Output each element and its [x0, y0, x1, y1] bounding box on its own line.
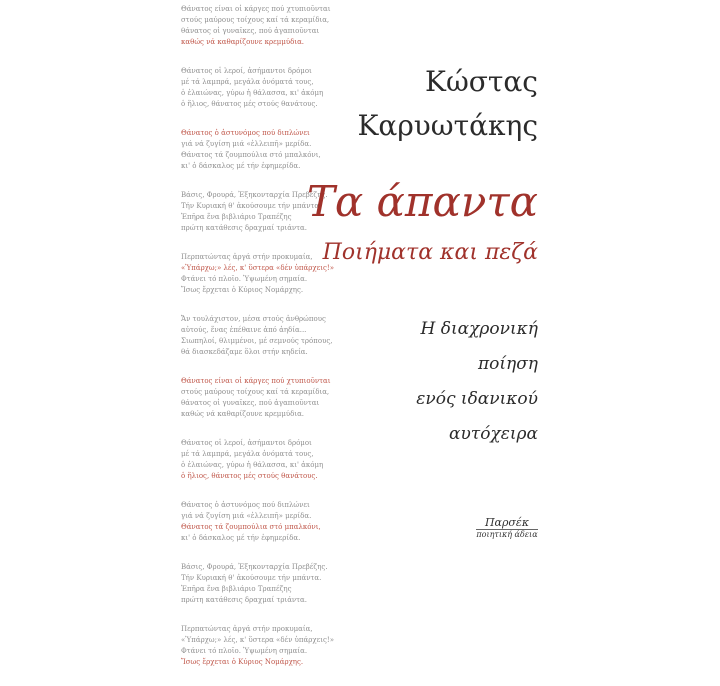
poem-line: Ἐπῆρα ἕνα βιβλιάριο Τραπέζης [181, 213, 292, 221]
poem-line: μέ τά λαμπρά, μεγάλα ὀνόματά τους, [181, 78, 314, 86]
poem-line: πρώτη κατάθεσις δραχμαί τριάντα. [181, 596, 308, 604]
poem-line: ὁ ἥλιος, θάνατος μές στούς θανάτους. [181, 472, 318, 480]
poem-line: ὁ ἥλιος, θάνατος μές στούς θανάτους. [181, 100, 318, 108]
poem-line: μέ τά λαμπρά, μεγάλα ὀνόματά τους, [181, 450, 314, 458]
author-first-name: Κώστας [425, 65, 538, 98]
poem-line: καθώς νά καθαρίζουνε κρεμμύδια. [181, 410, 305, 418]
poem-line: Θάνατος είναι οἱ κάργες πού χτυπιοῦνται [181, 377, 331, 385]
poem-line: Τήν Κυριακή θ' ἀκούσουμε τήν μπάντα. [181, 574, 322, 582]
author-last-name: Καρυωτάκης [357, 109, 538, 142]
tagline-line: Η διαχρονική [420, 319, 538, 339]
tagline-line: ενός ιδανικού [416, 389, 538, 409]
book-cover [172, 0, 550, 666]
book-title: Τα άπαντα [306, 177, 538, 226]
poem-line: θάνατος οἱ γυναῖκες, πού ἀγαπιοῦνται [181, 399, 320, 407]
poem-line: ὁ ἐλαιώνας, γύρω ἡ θάλασσα, κι' ἀκόμη [181, 89, 324, 97]
poem-line: Τήν Κυριακή θ' ἀκούσουμε τήν μπάντα. [181, 202, 322, 210]
poem-line: θά διασκεδάζαμε ὅλοι στήν κηδεία. [181, 348, 308, 356]
poem-line: Φτάνει τό πλοῖο. Ὑψωμένη σημαία. [181, 647, 308, 655]
poem-line: Θάνατος τά ζουμπούλια στό μπαλκόνι, [181, 523, 321, 531]
book-subtitle: Ποιήματα και πεζά [322, 240, 538, 265]
tagline-line: αυτόχειρα [448, 424, 538, 444]
poem-line: Φτάνει τό πλοῖο. Ὑψωμένη σημαία. [181, 275, 308, 283]
poem-stanza [181, 562, 331, 606]
poem-line: Περπατώντας ἀργά στήν προκυμαία, [181, 253, 313, 261]
poem-line: γιά νά ζυγίση μιά «ἐλλειπῆ» μερίδα. [181, 140, 312, 148]
poem-line: Ἐπῆρα ἕνα βιβλιάριο Τραπέζης [181, 585, 292, 593]
poem-stanza [181, 314, 331, 358]
poem-stanza [181, 624, 334, 668]
poem-line: ὁ ἐλαιώνας, γύρω ἡ θάλασσα, κι' ἀκόμη [181, 461, 324, 469]
poem-stanza [181, 438, 331, 482]
publisher-logo [472, 517, 542, 540]
poem-stanza [181, 128, 331, 172]
poem-line: κι' ὁ δάσκαλος μέ τήν ἐφημερίδα. [181, 162, 301, 170]
poem-line: Θάνατος ὁ ἀστυνόμος πού διπλώνει [181, 501, 310, 509]
poem-line: Ἴσως ἔρχεται ὁ Κύριος Νομάρχης. [181, 658, 304, 666]
publisher-name: Παρσέκ [484, 516, 530, 529]
poem-line: αὐτούς, ἕνας ἐπέθαινε ἀπό ἀηδία... [181, 326, 307, 334]
background-poem-text [181, 4, 334, 686]
poem-stanza [181, 252, 334, 296]
poem-line: στούς μαύρους τοίχους καί τά κεραμίδια, [181, 16, 330, 24]
poem-line: καθώς νά καθαρίζουνε κρεμμύδια. [181, 38, 305, 46]
poem-line: Θάνατος τά ζουμπούλια στό μπαλκόνι, [181, 151, 321, 159]
poem-line: Ἄν τουλάχιστον, μέσα στούς ἀνθρώπους [181, 315, 326, 323]
poem-line: Θάνατος ὁ ἀστυνόμος πού διπλώνει [181, 129, 310, 137]
poem-stanza [181, 500, 331, 544]
poem-line: θάνατος οἱ γυναῖκες, πού ἀγαπιοῦνται [181, 27, 320, 35]
poem-stanza [181, 376, 331, 420]
poem-line: «Ὑπάρχω;» λές, κ' ὕστερα «δέν ὑπάρχεις!» [181, 636, 334, 644]
poem-stanza [181, 66, 331, 110]
publisher-series: ποιητική άδεια [476, 530, 538, 539]
poem-line: Σιωπηλοί, θλιμμένοι, μέ σεμνούς τρόπους, [181, 337, 333, 345]
poem-line: στούς μαύρους τοίχους καί τά κεραμίδια, [181, 388, 330, 396]
poem-line: Ἴσως ἔρχεται ὁ Κύριος Νομάρχης. [181, 286, 304, 294]
poem-line: Βάσις, Φρουρά, Ἐξηκονταρχία Πρεβέζης. [181, 191, 328, 199]
poem-line: πρώτη κατάθεσις δραχμαί τριάντα. [181, 224, 308, 232]
poem-line: Θάνατος οἱ λεροί, ἀσήμαντοι δρόμοι [181, 439, 312, 447]
poem-line: Θάνατος οἱ λεροί, ἀσήμαντοι δρόμοι [181, 67, 312, 75]
tagline [358, 312, 538, 452]
poem-line: γιά νά ζυγίση μιά «ἐλλειπῆ» μερίδα. [181, 512, 312, 520]
tagline-line: ποίηση [477, 354, 538, 374]
poem-line: «Ὑπάρχω;» λές, κ' ὕστερα «δέν ὑπάρχεις!» [181, 264, 334, 272]
poem-stanza [181, 4, 331, 48]
poem-line: κι' ὁ δάσκαλος μέ τήν ἐφημερίδα. [181, 534, 301, 542]
poem-line: Θάνατος είναι οἱ κάργες πού χτυπιοῦνται [181, 5, 331, 13]
poem-line: Περπατώντας ἀργά στήν προκυμαία, [181, 625, 313, 633]
poem-line: Βάσις, Φρουρά, Ἐξηκονταρχία Πρεβέζης. [181, 563, 328, 571]
